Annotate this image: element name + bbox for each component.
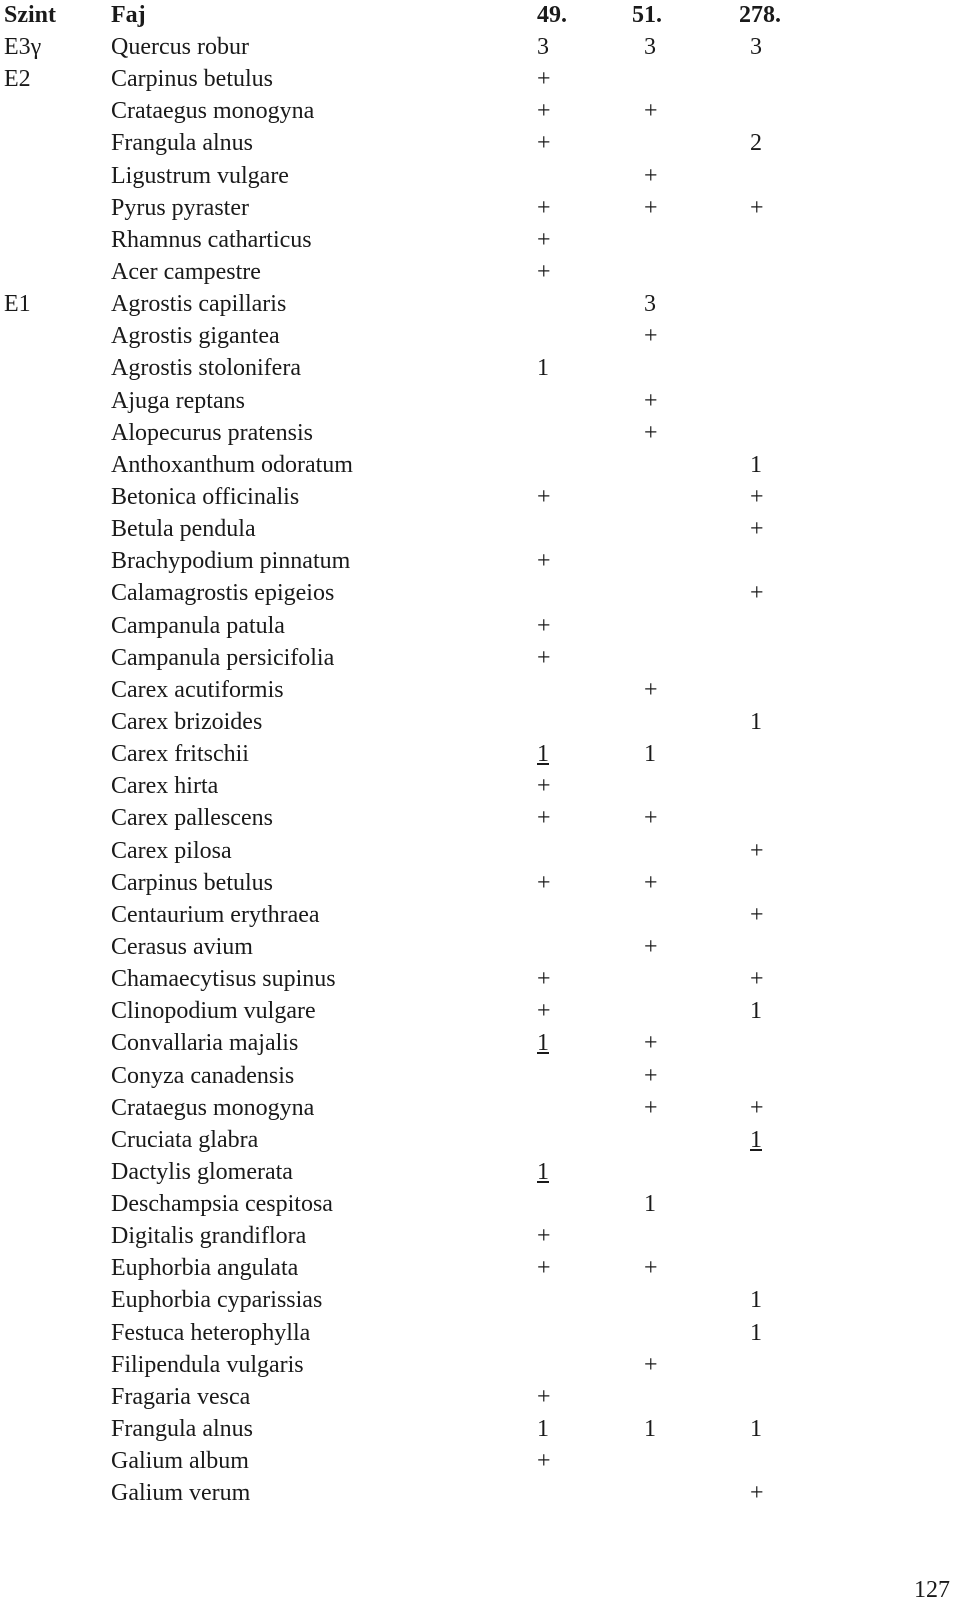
- table-row: [0, 31, 960, 63]
- row-species: Deschampsia cespitosa: [111, 1191, 333, 1218]
- row-value-49: 1: [537, 1416, 549, 1443]
- row-species: Crataegus monogyna: [111, 1094, 315, 1121]
- table-row: [0, 577, 960, 609]
- row-species: Digitalis grandiflora: [111, 1223, 307, 1250]
- row-value-278: 1: [750, 998, 762, 1025]
- table-row: [0, 1349, 960, 1381]
- row-species: Conyza canadensis: [111, 1062, 295, 1089]
- row-species: Dactylis glomerata: [111, 1158, 293, 1185]
- row-species: Carex hirta: [111, 773, 219, 800]
- table-row: [0, 802, 960, 834]
- row-value-49: +: [537, 226, 551, 253]
- table-row: [0, 642, 960, 674]
- row-value-49: +: [537, 773, 551, 800]
- table-row: [0, 1477, 960, 1509]
- row-species: Alopecurus pratensis: [111, 419, 313, 446]
- row-value-49: +: [537, 612, 551, 639]
- table-row: [0, 995, 960, 1027]
- table-row: [0, 899, 960, 931]
- row-value-278: 1: [750, 451, 762, 478]
- row-species: Galium verum: [111, 1480, 251, 1507]
- row-value-51: +: [644, 869, 658, 896]
- table-row: [0, 352, 960, 384]
- table-row: [0, 224, 960, 256]
- table-row: [0, 1156, 960, 1188]
- table-row: [0, 1284, 960, 1316]
- row-value-51: 1: [644, 1191, 656, 1218]
- row-species: Euphorbia angulata: [111, 1255, 299, 1282]
- row-level: E1: [4, 291, 31, 318]
- row-value-51: +: [644, 387, 658, 414]
- table-row: [0, 610, 960, 642]
- table-row: [0, 127, 960, 159]
- table-row: [0, 1317, 960, 1349]
- row-value-49: +: [537, 644, 551, 671]
- row-species: Ajuga reptans: [111, 387, 245, 414]
- table-row: [0, 931, 960, 963]
- table-row: [0, 256, 960, 288]
- row-value-49: +: [537, 258, 551, 285]
- row-species: Frangula alnus: [111, 1416, 253, 1443]
- row-species: Euphorbia cyparissias: [111, 1287, 323, 1314]
- row-value-51: 1: [644, 1416, 656, 1443]
- row-species: Campanula patula: [111, 612, 285, 639]
- header-col-51: 51.: [632, 2, 662, 28]
- row-value-278: +: [750, 1094, 764, 1121]
- table-row: [0, 160, 960, 192]
- table-row: [0, 449, 960, 481]
- row-species: Pyrus pyraster: [111, 194, 249, 221]
- row-value-49: 1: [537, 1030, 549, 1057]
- row-species: Convallaria majalis: [111, 1030, 299, 1057]
- row-value-51: +: [644, 805, 658, 832]
- row-value-49: +: [537, 1255, 551, 1282]
- row-value-51: +: [644, 162, 658, 189]
- table-row: [0, 320, 960, 352]
- table-row: [0, 770, 960, 802]
- row-value-49: +: [537, 66, 551, 93]
- table-row: [0, 706, 960, 738]
- row-species: Cruciata glabra: [111, 1126, 259, 1153]
- table-row: [0, 835, 960, 867]
- row-value-278: 1: [750, 1416, 762, 1443]
- row-value-278: +: [750, 516, 764, 543]
- table-row: [0, 963, 960, 995]
- row-value-49: 1: [537, 1158, 549, 1185]
- row-value-278: 1: [750, 1287, 762, 1314]
- row-value-278: 3: [750, 34, 762, 60]
- row-species: Rhamnus catharticus: [111, 226, 312, 253]
- table-body: [0, 31, 960, 1509]
- row-species: Filipendula vulgaris: [111, 1351, 304, 1378]
- row-value-51: +: [644, 1351, 658, 1378]
- row-value-51: 1: [644, 741, 656, 768]
- row-value-278: 1: [750, 708, 762, 735]
- table-row: [0, 513, 960, 545]
- row-value-49: +: [537, 869, 551, 896]
- table-row: [0, 1252, 960, 1284]
- row-species: Carex acutiformis: [111, 676, 284, 703]
- row-species: Galium album: [111, 1448, 249, 1475]
- row-species: Festuca heterophylla: [111, 1319, 311, 1346]
- row-species: Ligustrum vulgare: [111, 162, 289, 189]
- table-row: [0, 674, 960, 706]
- row-species: Campanula persicifolia: [111, 644, 335, 671]
- row-value-51: +: [644, 98, 658, 125]
- row-value-49: +: [537, 1223, 551, 1250]
- row-value-49: +: [537, 194, 551, 221]
- row-species: Agrostis gigantea: [111, 323, 280, 350]
- row-species: Calamagrostis epigeios: [111, 580, 335, 607]
- row-value-49: +: [537, 966, 551, 993]
- table-row: [0, 1381, 960, 1413]
- row-value-51: +: [644, 933, 658, 960]
- header-level: Szint: [4, 2, 57, 28]
- header-species: Faj: [111, 2, 146, 28]
- row-species: Carex brizoides: [111, 708, 263, 735]
- row-value-49: +: [537, 98, 551, 125]
- row-value-51: 3: [644, 291, 656, 318]
- row-species: Agrostis stolonifera: [111, 355, 301, 382]
- row-value-49: +: [537, 130, 551, 157]
- row-value-49: +: [537, 805, 551, 832]
- row-value-51: +: [644, 1094, 658, 1121]
- row-species: Betonica officinalis: [111, 483, 300, 510]
- row-species: Centaurium erythraea: [111, 901, 320, 928]
- row-value-278: +: [750, 580, 764, 607]
- table-row: [0, 63, 960, 95]
- row-species: Quercus robur: [111, 34, 249, 60]
- row-species: Agrostis capillaris: [111, 291, 287, 318]
- table-header-row: [0, 0, 960, 31]
- table-row: [0, 545, 960, 577]
- row-value-278: +: [750, 901, 764, 928]
- row-species: Crataegus monogyna: [111, 98, 315, 125]
- page-number: 127: [914, 1577, 950, 1603]
- row-value-51: +: [644, 676, 658, 703]
- row-value-49: +: [537, 1383, 551, 1410]
- row-value-278: +: [750, 1480, 764, 1507]
- row-level: E3γ: [4, 34, 42, 60]
- row-species: Frangula alnus: [111, 130, 253, 157]
- row-species: Carpinus betulus: [111, 66, 273, 93]
- row-value-49: 1: [537, 741, 549, 768]
- row-value-51: +: [644, 194, 658, 221]
- row-value-51: +: [644, 1255, 658, 1282]
- row-value-278: +: [750, 966, 764, 993]
- row-species: Carex pilosa: [111, 837, 232, 864]
- row-value-278: 1: [750, 1126, 762, 1153]
- table-row: [0, 867, 960, 899]
- row-value-278: +: [750, 194, 764, 221]
- table-row: [0, 1413, 960, 1445]
- header-col-278: 278.: [739, 2, 781, 28]
- table-row: [0, 738, 960, 770]
- row-species: Anthoxanthum odoratum: [111, 451, 353, 478]
- row-species: Cerasus avium: [111, 933, 253, 960]
- table-row: [0, 1188, 960, 1220]
- row-value-51: +: [644, 1030, 658, 1057]
- row-value-51: +: [644, 1062, 658, 1089]
- row-value-51: 3: [644, 34, 656, 60]
- row-value-278: 2: [750, 130, 762, 157]
- row-value-49: +: [537, 1448, 551, 1475]
- row-value-49: +: [537, 548, 551, 575]
- header-col-49: 49.: [537, 2, 567, 28]
- row-value-49: +: [537, 998, 551, 1025]
- table-row: [0, 481, 960, 513]
- row-value-51: +: [644, 419, 658, 446]
- table-row: [0, 1092, 960, 1124]
- table-row: [0, 95, 960, 127]
- row-species: Carex fritschii: [111, 741, 249, 768]
- table-row: [0, 192, 960, 224]
- row-value-278: 1: [750, 1319, 762, 1346]
- row-species: Chamaecytisus supinus: [111, 966, 336, 993]
- table-row: [0, 1445, 960, 1477]
- row-species: Acer campestre: [111, 258, 261, 285]
- table-row: [0, 1220, 960, 1252]
- table-row: [0, 1060, 960, 1092]
- row-value-51: +: [644, 323, 658, 350]
- row-value-278: +: [750, 483, 764, 510]
- table-row: [0, 1124, 960, 1156]
- row-value-49: 1: [537, 355, 549, 382]
- row-value-49: 3: [537, 34, 549, 60]
- row-species: Fragaria vesca: [111, 1383, 251, 1410]
- row-species: Betula pendula: [111, 516, 256, 543]
- row-value-278: +: [750, 837, 764, 864]
- row-species: Carex pallescens: [111, 805, 273, 832]
- table-row: [0, 288, 960, 320]
- table-row: [0, 417, 960, 449]
- row-level: E2: [4, 66, 31, 93]
- row-value-49: +: [537, 483, 551, 510]
- row-species: Brachypodium pinnatum: [111, 548, 351, 575]
- row-species: Carpinus betulus: [111, 869, 273, 896]
- row-species: Clinopodium vulgare: [111, 998, 316, 1025]
- table-row: [0, 385, 960, 417]
- table-row: [0, 1027, 960, 1059]
